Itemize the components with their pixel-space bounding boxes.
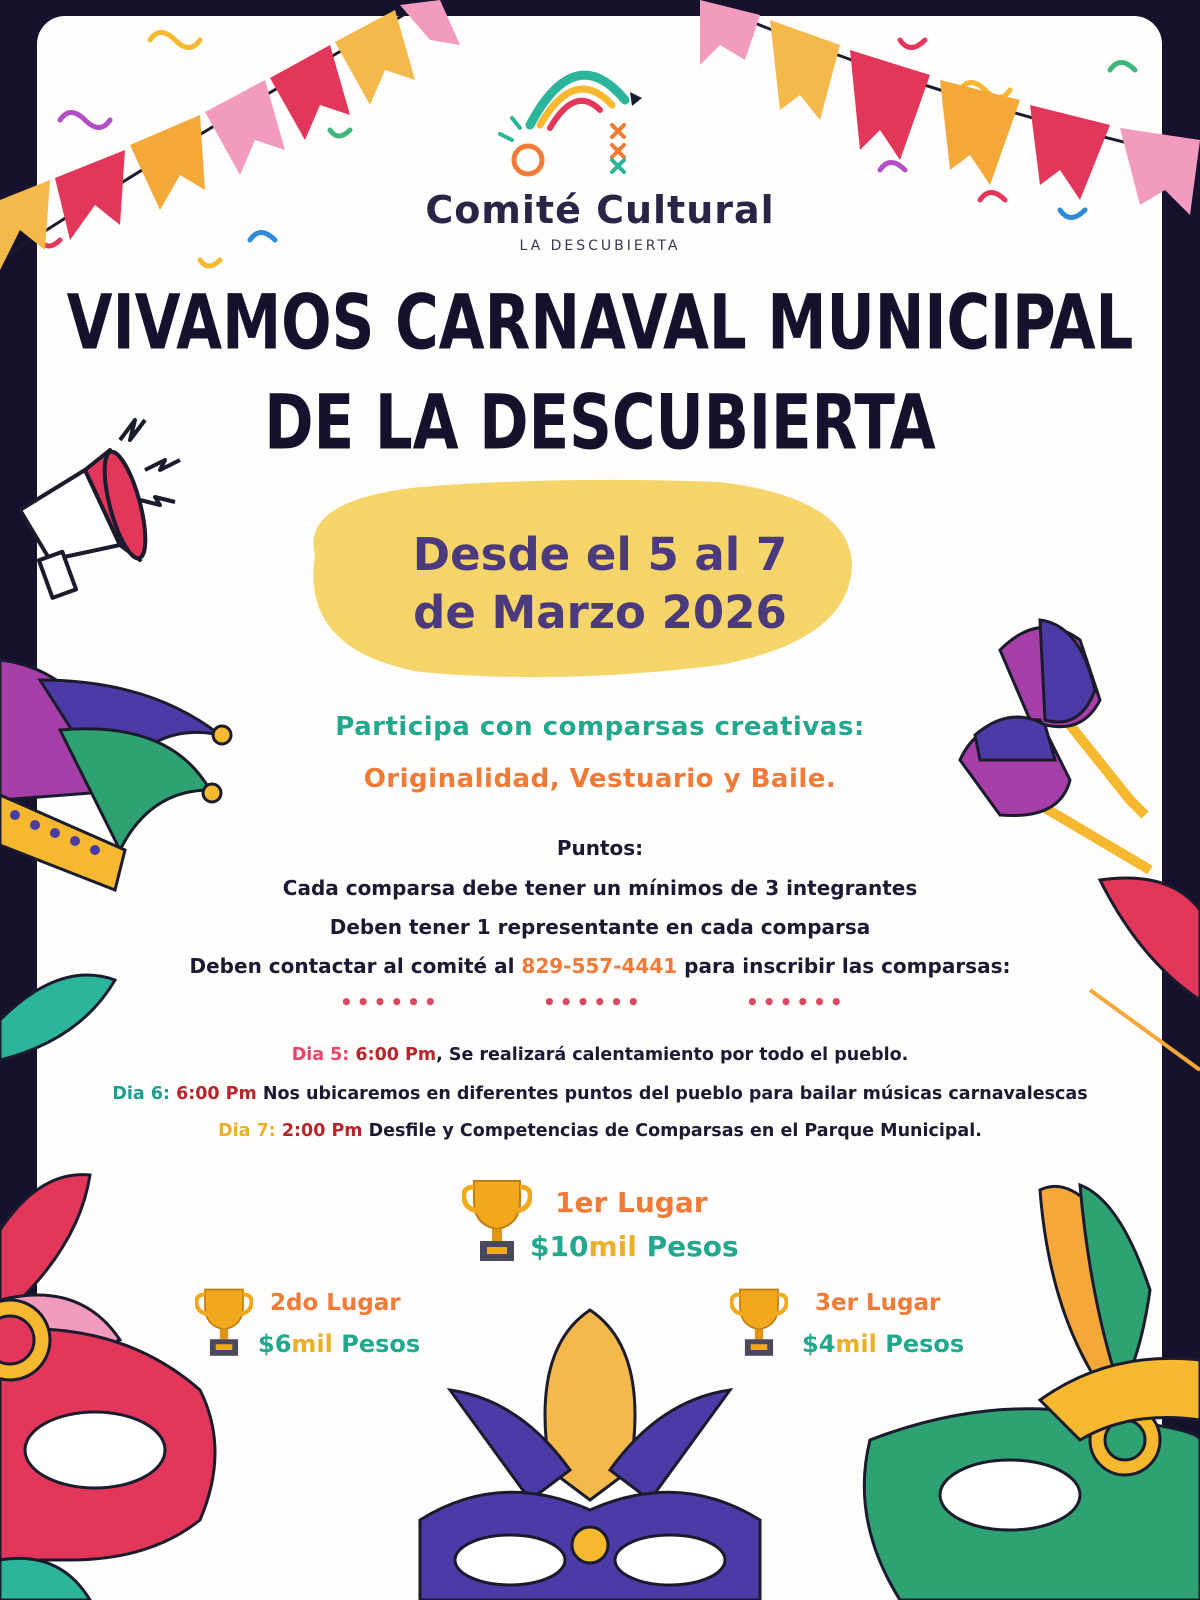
prize-amount: $10 — [530, 1230, 589, 1263]
rule-contact-after: para inscribir las comparsas: — [684, 954, 1011, 978]
participa-heading: Participa con comparsas creativas: — [335, 712, 865, 742]
schedule-day: Dia 5: — [291, 1045, 350, 1065]
schedule-day: Dia 7: — [218, 1121, 276, 1141]
event-title-line1: VIVAMOS CARNAVAL MUNICIPAL — [66, 278, 1134, 367]
trophy-icon — [195, 1283, 253, 1359]
logo-name: Comité Cultural — [425, 188, 775, 232]
bunting-right — [700, 0, 1200, 215]
prize-second-amount — [258, 1330, 420, 1358]
contact-phone: 829-557-4441 — [521, 954, 678, 978]
schedule-item-day6 — [0, 1084, 1200, 1104]
carnival-mask-center — [420, 1310, 760, 1600]
schedule-time: 6:00 Pm — [355, 1045, 437, 1065]
event-date-line1: Desde el 5 al 7 — [412, 528, 788, 581]
prize-third-label: 3er Lugar — [815, 1290, 941, 1316]
prize-currency: Pesos — [332, 1330, 421, 1358]
schedule-time: 2:00 Pm — [281, 1121, 363, 1141]
rule-item: Cada comparsa debe tener un mínimos de 3 integrantes — [282, 876, 918, 900]
carnival-mask-right — [864, 1358, 1200, 1600]
schedule-item-day7 — [0, 1121, 1200, 1141]
rule-item: Deben tener 1 representante en cada comparsa — [329, 915, 871, 939]
carnival-mask-left — [0, 1300, 215, 1600]
rule-contact-before: Deben contactar al comité al — [189, 954, 515, 978]
dots-divider: •••••• — [543, 990, 644, 1014]
prize-mil: mil — [291, 1330, 333, 1358]
prize-currency: Pesos — [876, 1330, 965, 1358]
prize-first-amount — [530, 1230, 739, 1263]
prize-amount: $6 — [258, 1330, 292, 1358]
logo-subtitle: LA DESCUBIERTA — [519, 238, 681, 254]
theatre-masks-icon — [960, 620, 1150, 870]
dots-divider: •••••• — [746, 990, 847, 1014]
feathers-left — [0, 975, 120, 1353]
schedule-item-day5 — [0, 1045, 1200, 1065]
prize-amount: $4 — [802, 1330, 836, 1358]
prize-currency: Pesos — [636, 1230, 739, 1263]
event-title-line2: DE LA DESCUBIERTA — [264, 378, 936, 467]
prize-first-label: 1er Lugar — [555, 1186, 708, 1219]
trophy-icon — [730, 1283, 788, 1359]
schedule-time: 6:00 Pm — [176, 1084, 257, 1104]
participa-criteria: Originalidad, Vestuario y Baile. — [363, 764, 837, 794]
schedule-text: , Se realizará calentamiento por todo el pueblo. — [436, 1045, 909, 1065]
rule-contact — [0, 954, 1200, 978]
rules-heading: Puntos: — [556, 836, 644, 860]
schedule-text: Nos ubicaremos en diferentes puntos del pueblo para bailar músicas carnavalescas — [256, 1084, 1088, 1104]
schedule-day: Dia 6: — [112, 1084, 170, 1104]
prize-second-label: 2do Lugar — [270, 1290, 401, 1316]
trophy-icon — [462, 1175, 532, 1263]
comite-cultural-logo-icon — [500, 75, 642, 174]
prize-third-amount — [802, 1330, 964, 1358]
prize-mil: mil — [835, 1330, 877, 1358]
schedule-text: Desfile y Competencias de Comparsas en el Parque Municipal. — [362, 1121, 982, 1141]
prize-mil: mil — [588, 1230, 637, 1263]
dots-divider: •••••• — [340, 990, 441, 1014]
event-date-line2: de Marzo 2026 — [413, 586, 787, 639]
